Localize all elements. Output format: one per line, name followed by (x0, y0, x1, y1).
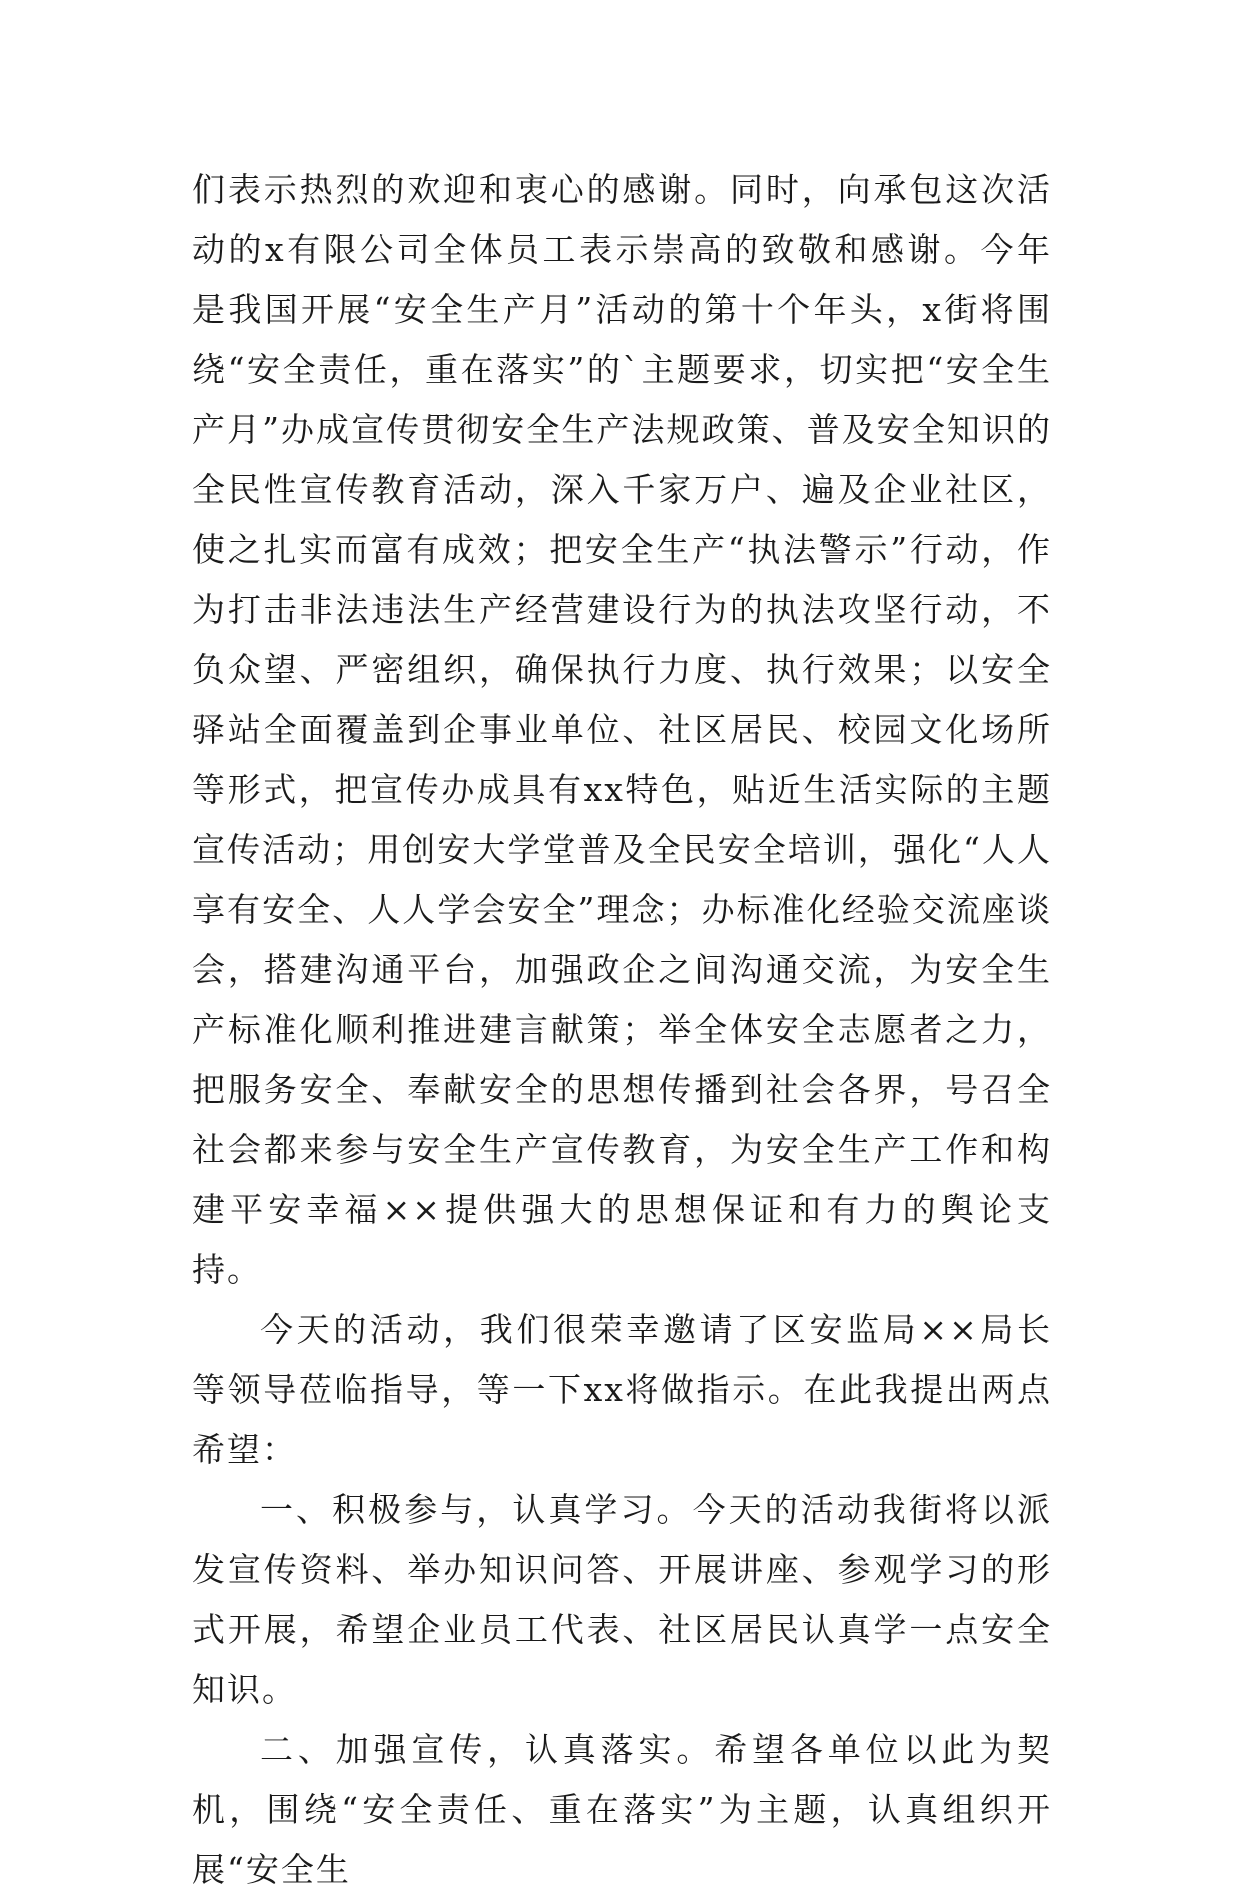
paragraph-3: 一、积极参与，认真学习。今天的活动我街将以派发宣传资料、举办知识问答、开展讲座、参观学习的形式开展，希望企业员工代表、社区居民认真学一点安全知识。 (192, 1490, 1052, 1709)
paragraph-4: 二、加强宣传，认真落实。希望各单位以此为契机，围绕“安全责任、重在落实”为主题，认真组织开展“安全生 (192, 1730, 1052, 1889)
document-body (192, 160, 1052, 1900)
paragraph-2: 今天的活动，我们很荣幸邀请了区安监局××局长等领导莅临指导，等一下xx将做指示。在此我提出两点希望： (192, 1310, 1052, 1469)
paragraph-1: 们表示热烈的欢迎和衷心的感谢。同时，向承包这次活动的x有限公司全体员工表示崇高的致敬和感谢。今年是我国开展“安全生产月”活动的第十个年头，x街将围绕“安全责任，重在落实”的`主题要求，切实把“安全生产月”办成宣传贯彻安全生产法规政策、普及安全知识的全民性宣传教育活动，深入千家万户、遍及企业社区，使之扎实而富有成效；把安全生产“执法警示”行动，作为打击非法违法生产经营建设行为的执法攻坚行动，不负众望、严密组织，确保执行力度、执行效果；以安全驿站全面覆盖到企事业单位、社区居民、校园文化场所等形式，把宣传办成具有xx特色，贴近生活实际的主题宣传活动；用创安大学堂普及全民安全培训，强化“人人享有安全、人人学会安全”理念；办标准化经验交流座谈会，搭建沟通平台，加强政企之间沟通交流，为安全生产标准化顺利推进建言献策；举全体安全志愿者之力，把服务安全、奉献安全的思想传播到社会各界，号召全社会都来参与安全生产宣传教育，为安全生产工作和构建平安幸福××提供强大的思想保证和有力的舆论支持。 (192, 170, 1052, 1289)
